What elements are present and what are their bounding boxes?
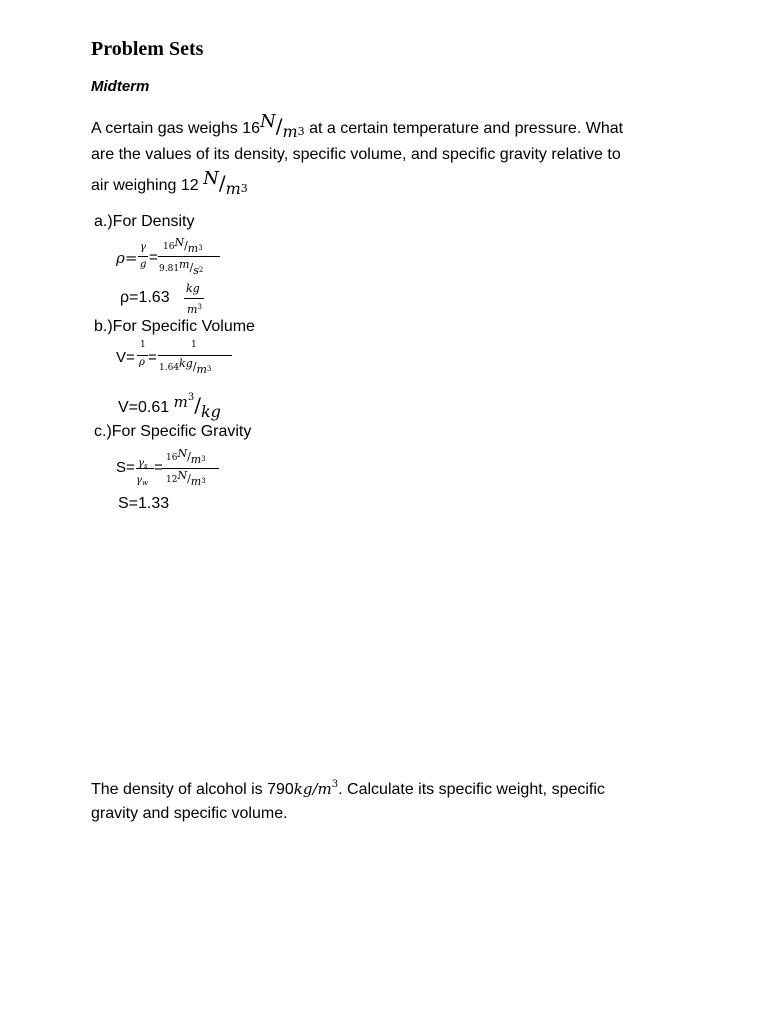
density-frac1-bar <box>138 256 148 257</box>
volume-eq-lhs: V= <box>116 349 135 366</box>
gravity-result: S=1.33 <box>118 495 170 512</box>
step-a-heading: a.)For Density <box>94 213 195 230</box>
volume-frac2-bar <box>158 355 232 356</box>
density-result: ρ=1.63 <box>120 289 170 306</box>
density-frac2-num: 16N/m3 <box>163 236 203 255</box>
step-b-heading: b.)For Specific Volume <box>94 318 255 335</box>
gravity-eq-sign: = <box>154 459 163 476</box>
density-frac1-num: γ <box>140 242 146 253</box>
gravity-frac2-den: 12N/m3 <box>166 469 206 488</box>
gravity-eq-lhs: S= <box>116 459 135 476</box>
density-result-den: $m^3$ <box>187 303 202 316</box>
volume-frac1-bar <box>137 355 148 356</box>
section-heading: Midterm <box>91 78 150 95</box>
density-frac1-den: g <box>140 259 147 270</box>
gravity-frac2-num: 16N/m3 <box>166 447 206 466</box>
problem2-line2: gravity and specific volume. <box>91 805 288 822</box>
density-eq-sign: = <box>149 249 158 266</box>
problem1-line1: A certain gas weighs 16N/m3 at a certain temperature and pressure. What <box>91 111 624 141</box>
gravity-frac1-num: γs <box>138 458 148 470</box>
volume-result: V=0.61 $m^3/kg$ <box>118 392 221 421</box>
gravity-frac1-den: γw <box>136 475 148 487</box>
density-frac2-den: 9.81m/s2 <box>159 258 204 277</box>
volume-eq-sign: = <box>148 349 157 366</box>
step-c-heading: c.)For Specific Gravity <box>94 423 252 440</box>
problem2-line1: The density of alcohol is $790kg/m^3$. Calculate its specific weight, specific <box>91 779 605 798</box>
page-title: Problem Sets <box>91 38 204 60</box>
density-result-bar <box>184 298 204 299</box>
problem1-line2: are the values of its density, specific volume, and specific gravity relative to <box>91 146 621 163</box>
density-result-num: kg <box>186 282 200 295</box>
density-eq-lhs: ρ= <box>116 249 138 267</box>
gravity-frac1-bar <box>136 468 154 469</box>
volume-frac1-den: ρ <box>139 357 145 368</box>
density-frac2-bar <box>158 256 220 257</box>
volume-frac2-num: 1 <box>191 340 197 350</box>
volume-frac1-num: 1 <box>140 340 146 350</box>
problem1-line3: air weighing 12 N/m3 <box>91 168 248 198</box>
volume-frac2-den: 1.64kg/m3 <box>159 357 212 376</box>
